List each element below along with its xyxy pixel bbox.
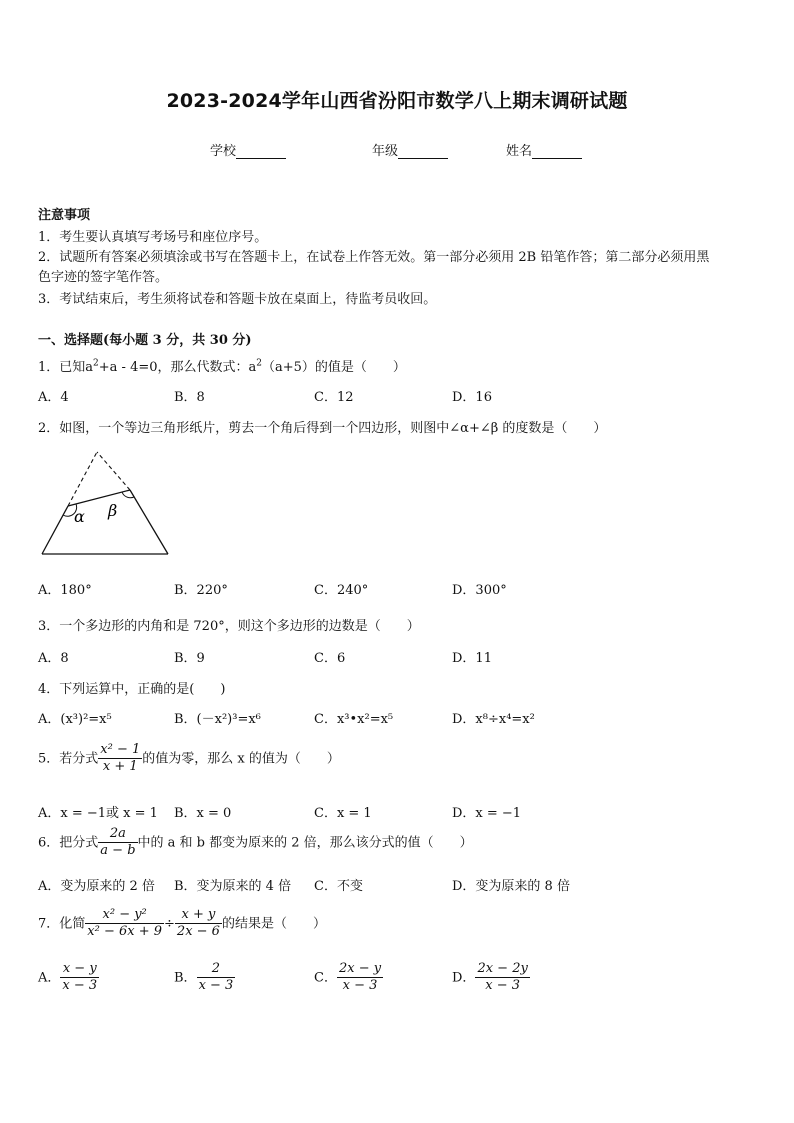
grade-blank (398, 146, 448, 159)
q4-option: B．(－x²)³=x⁶ (174, 712, 261, 727)
q1-stem: +a - 4=0，那么代数式：a (98, 360, 257, 375)
name-blank (532, 146, 582, 159)
school-blank (236, 146, 286, 159)
question-3: 3．一个多边形的内角和是 720°，则这个多边形的边数是（ ） (38, 619, 420, 634)
q5-numerator: x² − 1 (98, 742, 142, 759)
q5-post: 的值为零，那么 x 的值为（ ） (142, 751, 340, 767)
dashed-left (68, 452, 97, 506)
q7-option-numerator: 2 (197, 961, 236, 978)
q7-post: 的结果是（ ） (221, 916, 326, 932)
q5-option: A．x = −1或 x = 1 (38, 806, 158, 821)
q6-option: D．变为原来的 8 倍 (452, 879, 570, 894)
grade-field (372, 140, 448, 159)
section-heading: 一、选择题(每小题 3 分，共 30 分) (38, 333, 252, 348)
q7-option (452, 961, 530, 995)
q2-option: C．240° (314, 583, 369, 598)
dashed-right (97, 452, 130, 490)
q3-option: C．6 (314, 651, 346, 666)
q1-option: D．16 (452, 390, 492, 405)
q7-operator: ÷ (164, 916, 175, 932)
q6-post: 中的 a 和 b 都变为原来的 2 倍，那么该分式的值（ ） (137, 835, 473, 851)
beta-label: β (108, 501, 118, 520)
q6-option: C．不变 (314, 879, 363, 894)
q7-option-label: A． (38, 970, 61, 986)
q6-pre: 6．把分式 (38, 835, 99, 851)
q1-sup: 2 (256, 358, 262, 369)
q1-sup: 2 (93, 358, 99, 369)
question-6 (38, 826, 473, 860)
question-1 (38, 356, 406, 375)
q7-denominator-2: 2x − 6 (176, 924, 220, 940)
q6-denominator: a − b (100, 843, 136, 859)
q3-option: B．9 (174, 651, 205, 666)
notice-heading: 注意事项 (38, 208, 91, 223)
q6-numerator: 2a (98, 826, 137, 843)
q7-fraction-2 (175, 907, 222, 941)
q7-option-numerator: 2x − y (337, 961, 383, 978)
q5-pre: 5．若分式 (38, 751, 99, 767)
question-2: 2．如图，一个等边三角形纸片，剪去一个角后得到一个四边形，则图中∠α+∠β 的度数是（ ） (38, 421, 607, 436)
cut-line (68, 490, 130, 506)
grade-label: 年级 (372, 144, 399, 159)
q7-option-label: D． (452, 970, 476, 986)
q7-option-denominator: x − 3 (485, 978, 520, 994)
q4-option: C．x³•x²=x⁵ (314, 712, 394, 727)
notice-item: 1．考生要认真填写考场号和座位序号。 (38, 230, 268, 245)
q4-option: D．x⁸÷x⁴=x² (452, 712, 535, 727)
q3-option: A．8 (38, 651, 69, 666)
school-label: 学校 (210, 144, 237, 159)
q5-option: B．x = 0 (174, 806, 232, 821)
q5-fraction (98, 742, 142, 776)
q1-stem: 1．已知a (38, 360, 94, 375)
q7-option-label: B． (174, 970, 197, 986)
q1-stem: （a+5）的值是（ ） (262, 360, 406, 375)
q1-option: B．8 (174, 390, 205, 405)
q7-option (174, 961, 235, 995)
name-field (506, 140, 582, 159)
triangle-left-side (42, 506, 68, 554)
q7-option-label: C． (314, 970, 337, 986)
question-4: 4．下列运算中，正确的是( ) (38, 682, 226, 697)
q1-option: C．12 (314, 390, 354, 405)
q7-fraction-1 (85, 907, 164, 941)
q7-option (314, 961, 383, 995)
q5-option: D．x = −1 (452, 806, 522, 821)
q5-option: C．x = 1 (314, 806, 372, 821)
triangle-right-side (130, 490, 168, 554)
notice-item: 3．考试结束后，考生须将试卷和答题卡放在桌面上，待监考员收回。 (38, 292, 437, 307)
q2-option: A．180° (38, 583, 92, 598)
q7-option-numerator: 2x − 2y (475, 961, 529, 978)
q6-option: B．变为原来的 4 倍 (174, 879, 292, 894)
q2-option: B．220° (174, 583, 228, 598)
q7-option-fraction (337, 961, 383, 995)
name-label: 姓名 (506, 144, 533, 159)
q3-option: D．11 (452, 651, 492, 666)
q7-denominator-1: x² − 6x + 9 (87, 924, 163, 940)
notice-item: 2．试题所有答案必须填涂或书写在答题卡上，在试卷上作答无效。第一部分必须用 2B 铅笔作答；第二部分必须用黑 (38, 250, 710, 265)
q7-option-fraction (475, 961, 529, 995)
school-field (210, 140, 286, 159)
q2-option: D．300° (452, 583, 507, 598)
notice-item: 色字迹的签字笔作答。 (38, 270, 169, 285)
q7-option (38, 961, 99, 995)
q7-option-denominator: x − 3 (342, 978, 378, 994)
q7-numerator-2: x + y (175, 907, 222, 924)
q1-option: A．4 (38, 390, 69, 405)
question-5 (38, 742, 340, 776)
question-7 (38, 907, 326, 941)
q7-option-denominator: x − 3 (198, 978, 234, 994)
q7-option-fraction (60, 961, 99, 995)
q7-option-numerator: x − y (60, 961, 99, 978)
q7-numerator-1: x² − y² (85, 907, 164, 924)
q7-option-fraction (197, 961, 236, 995)
q4-option: A．(x³)²=x⁵ (38, 712, 112, 727)
q5-denominator: x + 1 (102, 759, 138, 775)
q7-option-denominator: x − 3 (62, 978, 98, 994)
q7-pre: 7．化简 (38, 916, 86, 932)
q6-option: A．变为原来的 2 倍 (38, 879, 155, 894)
q6-fraction (98, 826, 137, 860)
alpha-label: α (74, 507, 85, 526)
page-title: 2023-2024学年山西省汾阳市数学八上期末调研试题 (166, 90, 628, 112)
triangle-figure (36, 448, 176, 560)
